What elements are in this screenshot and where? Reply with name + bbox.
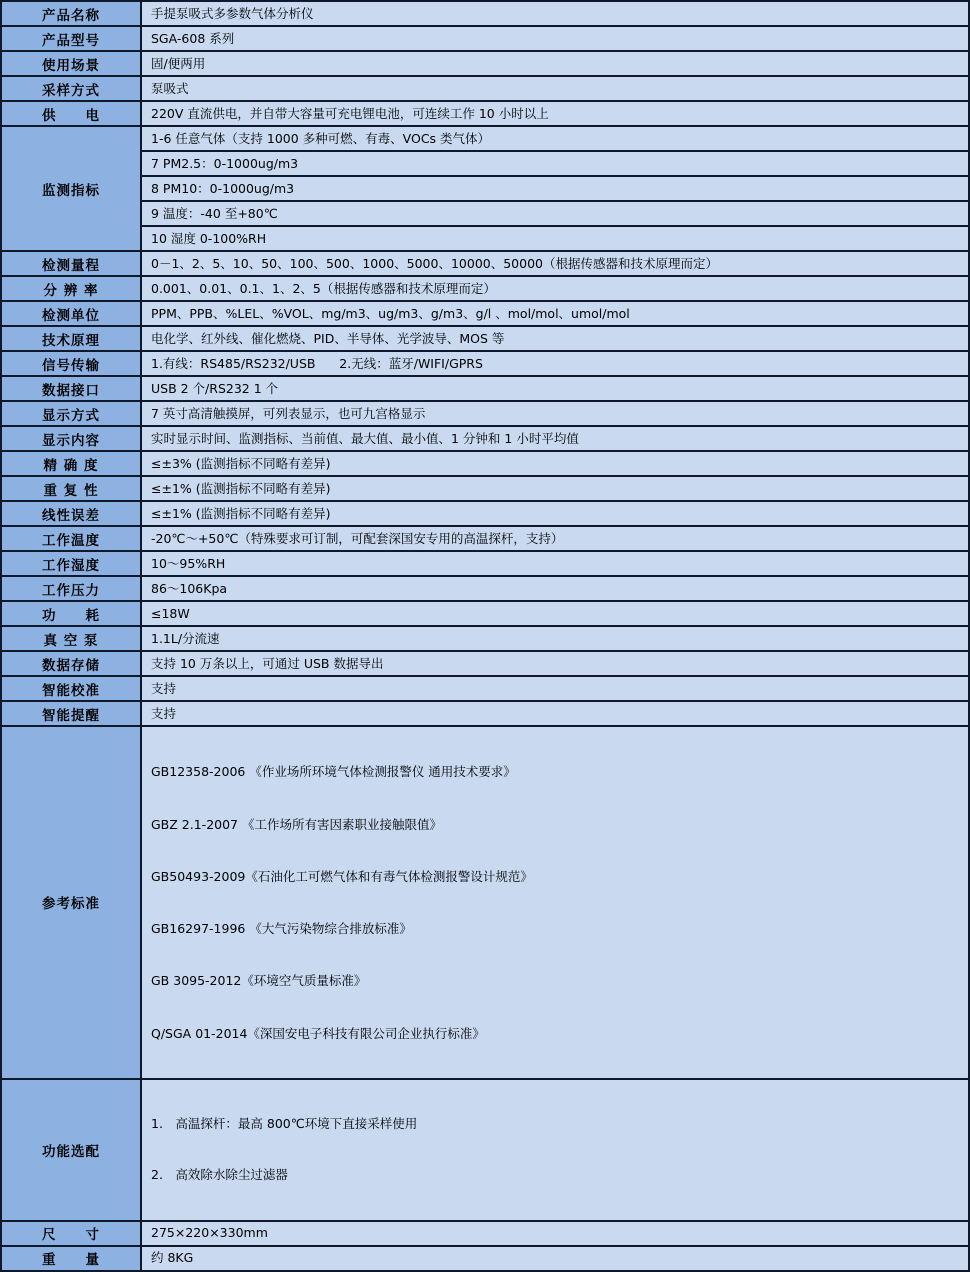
row-value: 实时显示时间、监测指标、当前值、最大值、最小值、1 分钟和 1 小时平均值 — [141, 426, 969, 451]
table-row-accuracy — [1, 451, 969, 476]
row-label: 信号传输 — [1, 351, 141, 376]
table-row-working-pressure — [1, 576, 969, 601]
table-row-power-consumption — [1, 601, 969, 626]
standard-line: GB16297-1996 《大气污染物综合排放标准》 — [151, 921, 412, 936]
table-row-product-model — [1, 26, 969, 51]
table-row-optional-features — [1, 1079, 969, 1221]
row-value: 电化学、红外线、催化燃烧、PID、半导体、光学波导、MOS 等 — [141, 326, 969, 351]
row-label: 工作湿度 — [1, 551, 141, 576]
standard-line: GB50493-2009《石油化工可燃气体和有毒气体检测报警设计规范》 — [151, 868, 533, 884]
row-label: 监测指标 — [1, 126, 141, 251]
row-value: 支持 10 万条以上，可通过 USB 数据导出 — [141, 651, 969, 676]
row-value: 0－1、2、5、10、50、100、500、1000、5000、10000、50000（根据传感器和技术原理而定） — [141, 251, 969, 276]
row-label: 分 辨 率 — [1, 276, 141, 301]
row-label: 显示方式 — [1, 401, 141, 426]
row-label: 产品型号 — [1, 26, 141, 51]
row-value: USB 2 个/RS232 1 个 — [141, 376, 969, 401]
row-label: 采样方式 — [1, 76, 141, 101]
table-row-resolution — [1, 276, 969, 301]
row-value: 泵吸式 — [141, 76, 969, 101]
row-value-sub: 7 PM2.5：0-1000ug/m3 — [141, 151, 969, 176]
row-value: ≤±1% (监测指标不同略有差异) — [141, 476, 969, 501]
table-subrow — [1, 151, 969, 176]
row-value: ≤±1% (监测指标不同略有差异) — [141, 501, 969, 526]
table-subrow — [1, 226, 969, 251]
table-row-signal-transmission — [1, 351, 969, 376]
row-label: 智能提醒 — [1, 701, 141, 726]
row-value: 275×220×330mm — [141, 1221, 969, 1246]
table-subrow — [1, 176, 969, 201]
row-value: 220V 直流供电，并自带大容量可充电锂电池，可连续工作 10 小时以上 — [141, 101, 969, 126]
row-value: 86～106Kpa — [141, 576, 969, 601]
row-value-sub: 9 温度：-40 至+80℃ — [141, 201, 969, 226]
table-row-sampling-method — [1, 76, 969, 101]
table-row-dimensions — [1, 1221, 969, 1246]
row-label: 产品名称 — [1, 1, 141, 26]
row-value-multiline — [141, 1079, 969, 1221]
table-row-repeatability — [1, 476, 969, 501]
table-row-product-name — [1, 1, 969, 26]
row-value: ≤18W — [141, 601, 969, 626]
standard-line: GB12358-2006 《作业场所环境气体检测报警仪 通用技术要求》 — [151, 764, 516, 780]
row-value: 10～95%RH — [141, 551, 969, 576]
row-label: 供 电 — [1, 101, 141, 126]
table-row-usage-scene — [1, 51, 969, 76]
table-row-vacuum-pump — [1, 626, 969, 651]
row-value-sub: 10 湿度 0-100%RH — [141, 226, 969, 251]
row-label: 真 空 泵 — [1, 626, 141, 651]
row-label: 功 耗 — [1, 601, 141, 626]
row-label: 检测量程 — [1, 251, 141, 276]
row-label: 检测单位 — [1, 301, 141, 326]
row-value: -20℃～+50℃（特殊要求可订制，可配套深国安专用的高温探杆，支持） — [141, 526, 969, 551]
row-label: 尺 寸 — [1, 1221, 141, 1246]
row-label: 数据存储 — [1, 651, 141, 676]
table-row-monitor-indicators — [1, 126, 969, 151]
row-value: 手提泵吸式多参数气体分析仪 — [141, 1, 969, 26]
row-value: 支持 — [141, 676, 969, 701]
row-value: PPM、PPB、%LEL、%VOL、mg/m3、ug/m3、g/m3、g/l 、mol/mol、umol/mol — [141, 301, 969, 326]
option-line: 1. 高温探杆：最高 800℃环境下直接采样使用 — [151, 1116, 418, 1131]
option-line: 2. 高效除水除尘过滤器 — [151, 1167, 288, 1183]
row-value-multiline — [141, 726, 969, 1079]
row-label: 数据接口 — [1, 376, 141, 401]
table-row-working-humidity — [1, 551, 969, 576]
row-value: 1.1L/分流速 — [141, 626, 969, 651]
row-value-sub: 1-6 任意气体（支持 1000 多种可燃、有毒、VOCs 类气体） — [141, 126, 969, 151]
row-label: 使用场景 — [1, 51, 141, 76]
table-row-display-content — [1, 426, 969, 451]
row-value: SGA-608 系列 — [141, 26, 969, 51]
row-label: 重 复 性 — [1, 476, 141, 501]
standard-line: GBZ 2.1-2007 《工作场所有害因素职业接触限值》 — [151, 816, 442, 832]
table-subrow — [1, 201, 969, 226]
row-label: 工作温度 — [1, 526, 141, 551]
table-row-smart-calibration — [1, 676, 969, 701]
row-label: 重 量 — [1, 1246, 141, 1271]
table-row-reference-standards — [1, 726, 969, 1079]
row-value: ≤±3% (监测指标不同略有差异) — [141, 451, 969, 476]
row-label: 智能校准 — [1, 676, 141, 701]
table-row-detection-range — [1, 251, 969, 276]
row-label: 精 确 度 — [1, 451, 141, 476]
row-value: 0.001、0.01、0.1、1、2、5（根据传感器和技术原理而定） — [141, 276, 969, 301]
row-label: 技术原理 — [1, 326, 141, 351]
standard-line: GB 3095-2012《环境空气质量标准》 — [151, 973, 367, 989]
row-value: 7 英寸高清触摸屏，可列表显示，也可九宫格显示 — [141, 401, 969, 426]
standard-line: Q/SGA 01-2014《深国安电子科技有限公司企业执行标准》 — [151, 1025, 485, 1041]
table-row-detection-unit — [1, 301, 969, 326]
row-value: 1.有线：RS485/RS232/USB 2.无线：蓝牙/WIFI/GPRS — [141, 351, 969, 376]
table-row-smart-reminder — [1, 701, 969, 726]
row-label: 显示内容 — [1, 426, 141, 451]
row-value: 固/便两用 — [141, 51, 969, 76]
row-value: 支持 — [141, 701, 969, 726]
table-row-display-mode — [1, 401, 969, 426]
table-row-data-interface — [1, 376, 969, 401]
row-label: 参考标准 — [1, 726, 141, 1079]
table-row-linearity-error — [1, 501, 969, 526]
row-value-sub: 8 PM10：0-1000ug/m3 — [141, 176, 969, 201]
row-value: 约 8KG — [141, 1246, 969, 1271]
row-label: 线性误差 — [1, 501, 141, 526]
table-row-data-storage — [1, 651, 969, 676]
row-label: 工作压力 — [1, 576, 141, 601]
table-row-weight — [1, 1246, 969, 1271]
table-row-power-supply — [1, 101, 969, 126]
row-label: 功能选配 — [1, 1079, 141, 1221]
table-row-working-temperature — [1, 526, 969, 551]
table-row-technical-principle — [1, 326, 969, 351]
